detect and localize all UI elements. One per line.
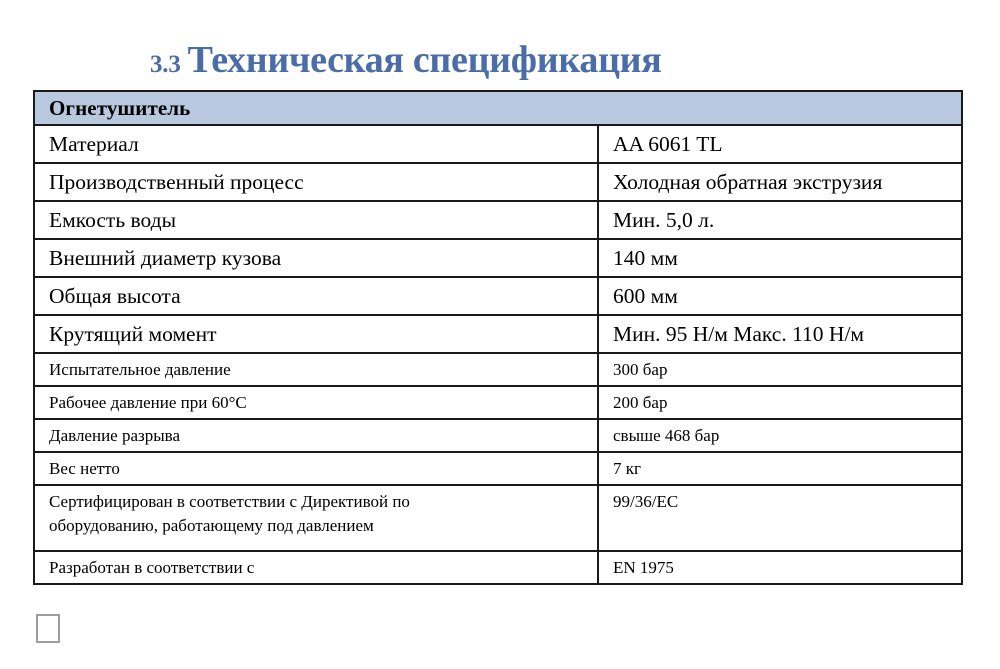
table-row bbox=[34, 201, 962, 239]
table-cell-label: Внешний диаметр кузова bbox=[34, 239, 598, 277]
table-row bbox=[34, 239, 962, 277]
table-cell-label: Материал bbox=[34, 125, 598, 163]
table-row bbox=[34, 315, 962, 353]
table-cell-value: 600 мм bbox=[598, 277, 962, 315]
specification-table-body bbox=[34, 91, 962, 584]
table-cell-label: Общая высота bbox=[34, 277, 598, 315]
table-cell-value: 200 бар bbox=[598, 386, 962, 419]
table-cell-value: 99/36/EC bbox=[598, 485, 962, 551]
table-cell-label: Давление разрыва bbox=[34, 419, 598, 452]
table-cell-label: Разработан в соответствии с bbox=[34, 551, 598, 584]
page-title bbox=[150, 38, 950, 86]
table-cell-label: Испытательное давление bbox=[34, 353, 598, 386]
table-cell-label: Крутящий момент bbox=[34, 315, 598, 353]
page-title-text: Техническая спецификация bbox=[187, 39, 662, 81]
table-cell-value: AA 6061 TL bbox=[598, 125, 962, 163]
table-row bbox=[34, 163, 962, 201]
table-cell-value: EN 1975 bbox=[598, 551, 962, 584]
table-row bbox=[34, 419, 962, 452]
table-header-row bbox=[34, 91, 962, 125]
table-cell-value: Холодная обратная экструзия bbox=[598, 163, 962, 201]
table-row bbox=[34, 485, 962, 551]
table-cell-label: Вес нетто bbox=[34, 452, 598, 485]
table-cell-value: 300 бар bbox=[598, 353, 962, 386]
table-row bbox=[34, 277, 962, 315]
table-cell-value: Мин. 95 Н/м Макс. 110 Н/м bbox=[598, 315, 962, 353]
table-cell-label: Рабочее давление при 60°C bbox=[34, 386, 598, 419]
table-cell-value: свыше 468 бар bbox=[598, 419, 962, 452]
table-cell-value: Мин. 5,0 л. bbox=[598, 201, 962, 239]
table-cell-value: 140 мм bbox=[598, 239, 962, 277]
table-header-cell: Огнетушитель bbox=[34, 91, 962, 125]
table-cell-label-line1: Сертифицирован в соответствии с Директивой по bbox=[49, 492, 410, 511]
table-row bbox=[34, 551, 962, 584]
specification-table bbox=[33, 90, 963, 585]
table-row bbox=[34, 386, 962, 419]
table-cell-value: 7 кг bbox=[598, 452, 962, 485]
table-cell-label bbox=[34, 485, 598, 551]
empty-content-placeholder[interactable] bbox=[36, 614, 60, 643]
table-row bbox=[34, 452, 962, 485]
table-cell-label: Емкость воды bbox=[34, 201, 598, 239]
page-title-number: 3.3 bbox=[150, 51, 181, 78]
table-cell-label-line2: оборудованию, работающему под давлением bbox=[49, 516, 374, 536]
table-row bbox=[34, 125, 962, 163]
table-cell-label: Производственный процесс bbox=[34, 163, 598, 201]
table-row bbox=[34, 353, 962, 386]
